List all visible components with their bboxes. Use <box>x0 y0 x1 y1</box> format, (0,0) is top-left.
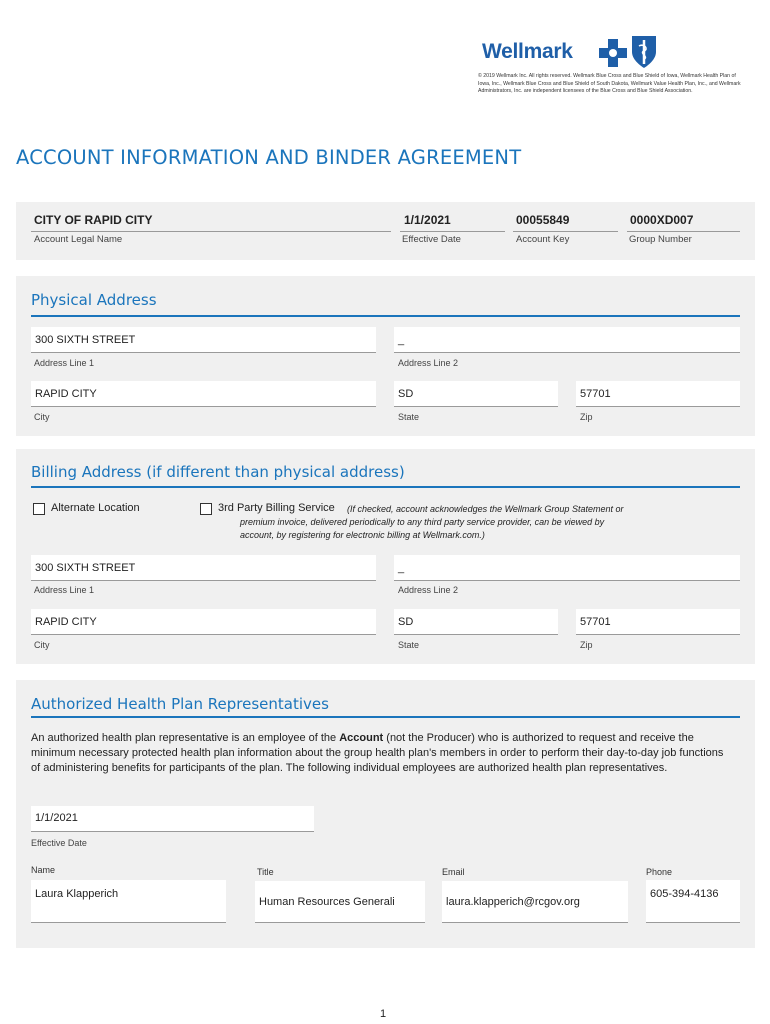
account-key-line <box>513 231 618 232</box>
representatives-description <box>31 731 731 776</box>
account-legal-name-label: Account Legal Name <box>34 234 123 245</box>
group-number-value[interactable]: 0000XD007 <box>630 213 694 227</box>
col-header-title: Title <box>257 867 274 877</box>
billing-state-field[interactable]: SD <box>394 609 558 635</box>
physical-address-line2-field[interactable]: _ <box>394 327 740 353</box>
billing-zip-label: Zip <box>580 640 593 650</box>
billing-address-line2-label: Address Line 2 <box>398 585 459 595</box>
physical-zip-field[interactable]: 57701 <box>576 381 740 407</box>
rep-name-field[interactable]: Laura Klapperich <box>31 880 226 923</box>
third-party-billing-note-3: account, by registering for electronic billing at Wellmark.com.) <box>240 530 485 540</box>
account-legal-name-line <box>31 231 391 232</box>
billing-address-line2-field[interactable]: _ <box>394 555 740 581</box>
group-number-line <box>627 231 740 232</box>
billing-address-line1-field[interactable]: 300 SIXTH STREET <box>31 555 376 581</box>
col-header-phone: Phone <box>646 867 673 877</box>
rep-email-field[interactable]: laura.klapperich@rcgov.org <box>442 881 628 923</box>
billing-city-field[interactable]: RAPID CITY <box>31 609 376 635</box>
alternate-location-checkbox[interactable] <box>33 503 45 515</box>
col-header-email: Email <box>442 867 465 877</box>
billing-zip-field[interactable]: 57701 <box>576 609 740 635</box>
third-party-billing-note-1: (If checked, account acknowledges the Wellmark Group Statement or <box>347 504 624 514</box>
physical-address-line1-field[interactable]: 300 SIXTH STREET <box>31 327 376 353</box>
rep-effective-date-field[interactable]: 1/1/2021 <box>31 806 314 832</box>
physical-address-heading: Physical Address <box>31 291 157 309</box>
billing-city-label: City <box>34 640 50 650</box>
third-party-billing-checkbox[interactable] <box>200 503 212 515</box>
physical-address-line2-label: Address Line 2 <box>398 358 459 368</box>
account-legal-name[interactable]: CITY OF RAPID CITY <box>34 213 153 227</box>
col-header-name: Name <box>31 865 56 875</box>
rep-effective-date-label: Effective Date <box>31 838 87 848</box>
copyright-notice: © 2019 Wellmark Inc. All rights reserved. Wellmark Blue Cross and Blue Shield of Iowa, Wellmark Health Plan of Iowa, Inc., Wellmark Blue Cross and Blue Shield of South Dakota, Wellmark Value Health Plan, Inc., and Wellmark Administrators, Inc. are independent licensees of the Blue Cross and Blue Shield Association. <box>478 73 741 95</box>
blue-cross-icon <box>598 38 628 68</box>
wellmark-logo <box>482 34 682 74</box>
group-number-label: Group Number <box>629 234 692 245</box>
effective-date-line <box>400 231 505 232</box>
account-key-label: Account Key <box>516 234 570 245</box>
rep-phone-field[interactable]: 605-394-4136 <box>646 880 740 923</box>
alternate-location-label: Alternate Location <box>51 502 140 514</box>
document-title: ACCOUNT INFORMATION AND BINDER AGREEMENT <box>16 146 522 169</box>
billing-state-label: State <box>398 640 420 650</box>
third-party-billing-note-2: premium invoice, delivered periodically to any third party service provider, can be viewed by <box>240 517 605 527</box>
physical-city-field[interactable]: RAPID CITY <box>31 381 376 407</box>
third-party-billing-label: 3rd Party Billing Service <box>218 502 335 514</box>
effective-date-label: Effective Date <box>402 234 461 245</box>
logo-wordmark: Wellmark <box>482 40 573 63</box>
physical-state-field[interactable]: SD <box>394 381 558 407</box>
blue-shield-icon <box>630 34 658 70</box>
page-number: 1 <box>380 1008 387 1020</box>
representatives-heading: Authorized Health Plan Representatives <box>31 695 329 713</box>
physical-zip-label: Zip <box>580 412 593 422</box>
effective-date-value[interactable]: 1/1/2021 <box>404 213 451 227</box>
physical-city-label: City <box>34 412 50 422</box>
para-bold-account: Account <box>339 732 384 744</box>
physical-address-line1-label: Address Line 1 <box>34 358 95 368</box>
billing-address-rule <box>31 486 740 488</box>
account-key-value[interactable]: 00055849 <box>516 213 570 227</box>
rep-title-field[interactable]: Human Resources Generali <box>255 881 425 923</box>
para-part-2: (not the Producer) who is authorized to request and receive the minimum necessary protected health plan information about the group health plan's members in order to perform their day-to-day job functions of administering benefits for participants of the plan. The following individual employees are authorized health plan representatives. <box>31 732 724 774</box>
billing-address-line1-label: Address Line 1 <box>34 585 95 595</box>
physical-state-label: State <box>398 412 420 422</box>
billing-address-heading: Billing Address (if different than physical address) <box>31 463 405 481</box>
representatives-rule <box>31 716 740 718</box>
para-part-1: An authorized health plan representative is an employee of the <box>31 732 337 744</box>
physical-address-rule <box>31 315 740 317</box>
